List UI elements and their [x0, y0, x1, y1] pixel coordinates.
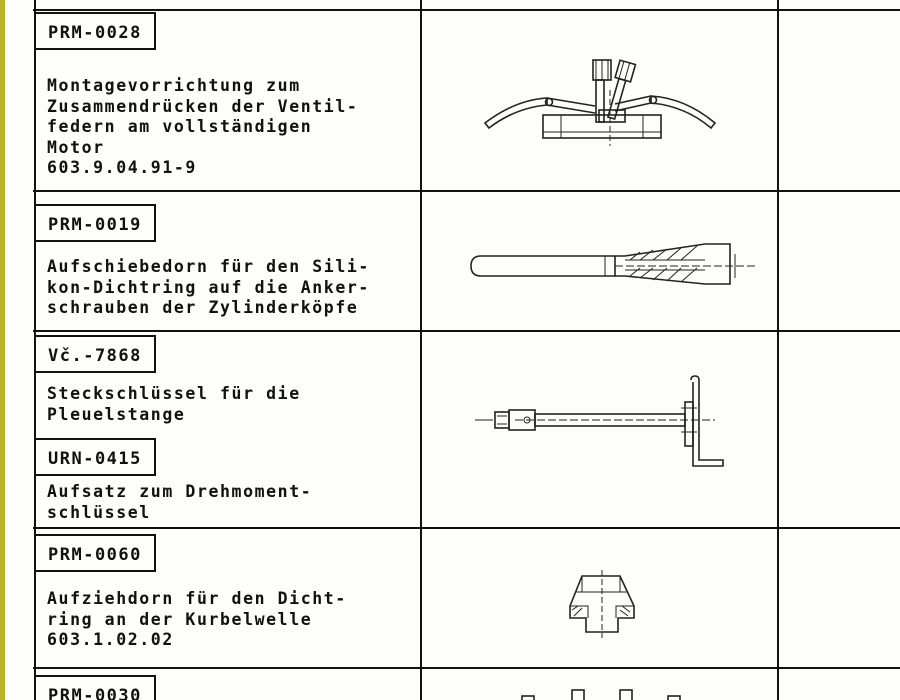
tool-code: PRM-0028: [36, 12, 156, 50]
tool-description: Steckschlüssel für die Pleuelstange: [47, 384, 301, 424]
seal-mandrel-drawing: [560, 570, 650, 640]
row-separator: [33, 667, 900, 669]
tool-description: Aufziehdorn für den Dicht- ring an der Kurbelwelle 603.1.02.02: [47, 589, 347, 649]
tool-code: Vč.-7868: [36, 335, 156, 373]
row-separator: [33, 330, 900, 332]
column-divider: [777, 0, 779, 700]
tool-description: Aufschiebedorn für den Sili- kon-Dichtring auf die Anker- schrauben der Zylinderköpfe: [47, 257, 370, 317]
socket-wrench-drawing: [475, 372, 745, 472]
tool-code: URN-0415: [36, 438, 156, 476]
sliding-mandrel-drawing: [465, 240, 765, 290]
partial-tool-drawing: [520, 688, 690, 700]
valve-spring-compressor-drawing: [475, 50, 725, 150]
tool-code: PRM-0060: [36, 534, 156, 572]
row-separator: [33, 190, 900, 192]
tool-code: PRM-0019: [36, 204, 156, 242]
tool-code: PRM-0030: [36, 675, 156, 700]
tool-description: Montagevorrichtung zum Zusammendrücken der Ventil- federn am vollständigen Motor 603.9.04.91-9: [47, 76, 359, 177]
row-separator: [33, 527, 900, 529]
row-separator: [33, 9, 900, 11]
document-page: [5, 0, 900, 700]
column-divider: [420, 0, 422, 700]
tool-description: Aufsatz zum Drehmoment- schlüssel: [47, 482, 313, 522]
